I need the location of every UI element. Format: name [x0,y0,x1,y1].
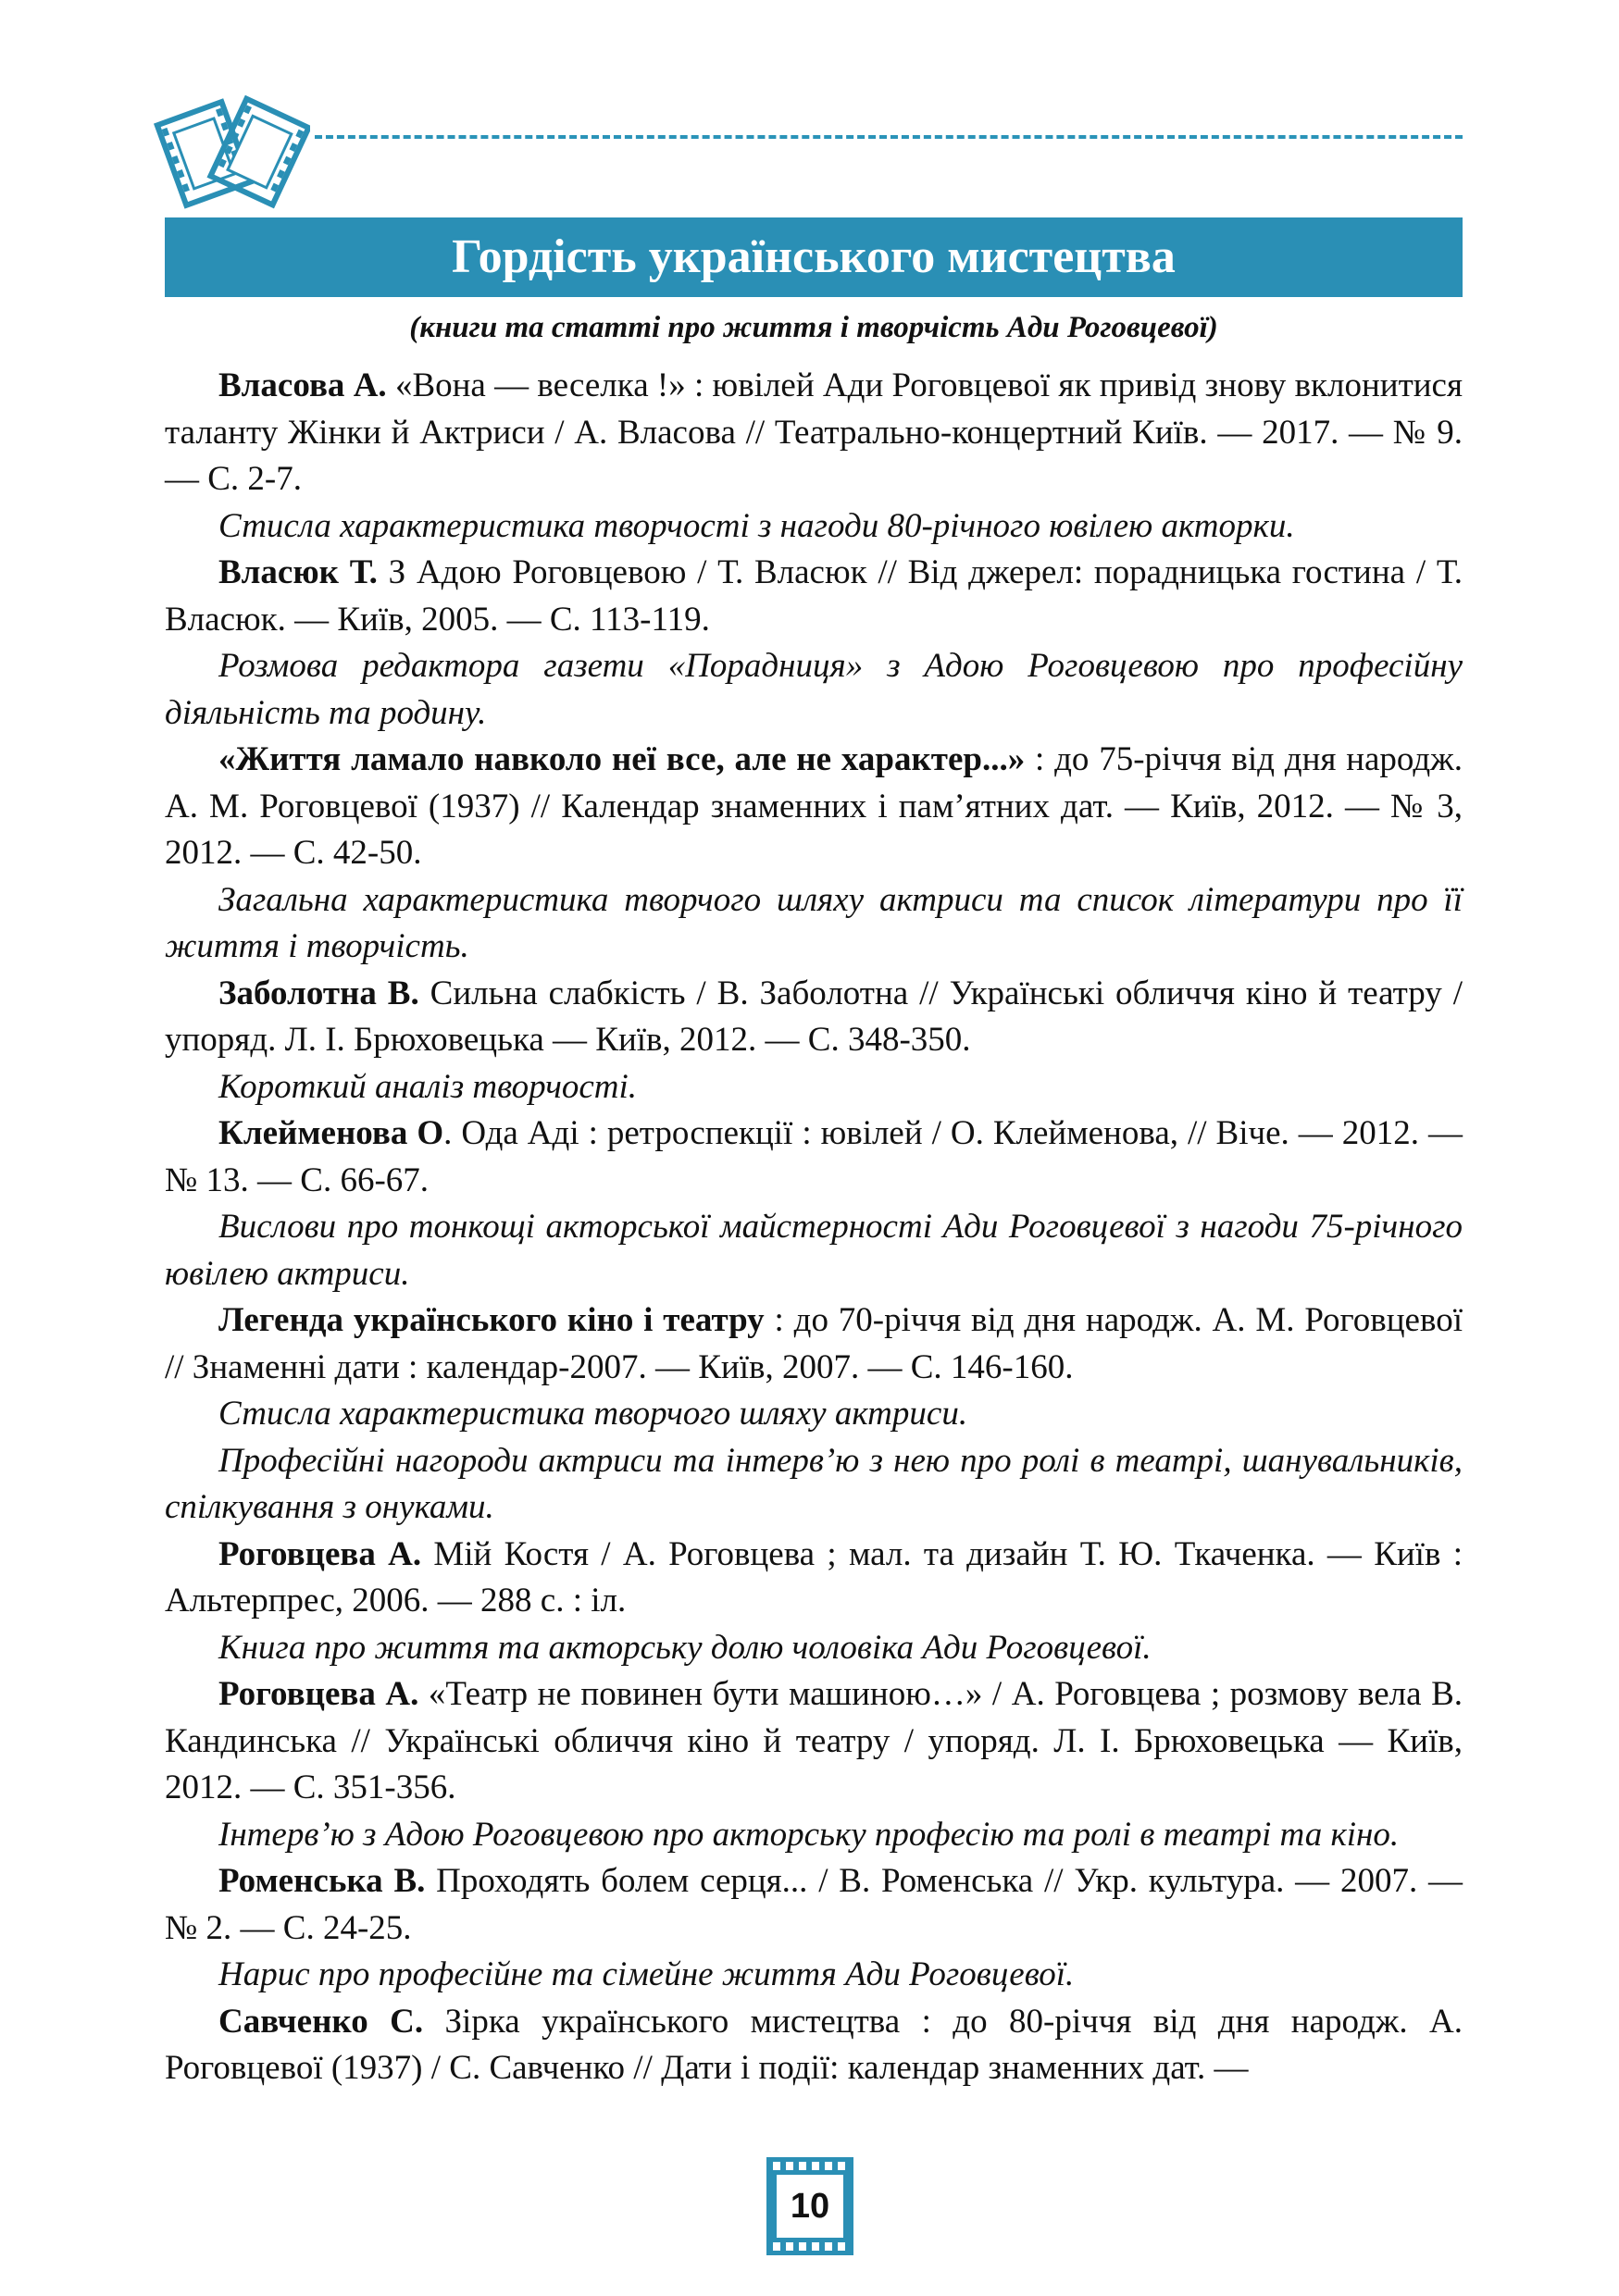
page-subtitle: (книги та статті про життя і творчість Ади Роговцевої) [409,311,1218,344]
entry-author: Власова А. [218,366,387,404]
bibliography-entry [165,1297,1463,1391]
entry-annotation: Стисла характеристика творчого шляху актриси. [218,1395,968,1433]
page-title: Гордість українського мистецтва [165,217,1463,297]
entry-author: Роговцева А. [218,1675,419,1713]
entry-annotation: Загальна характеристика творчого шляху актриси та список літератури про її життя і творчість. [165,880,1463,965]
bibliography-list [165,363,1463,2092]
bibliography-entry [165,971,1463,1064]
bibliography-entry [165,1111,1463,1204]
entry-text: Сильна слабкість / В. Заболотна // Українські обличчя кіно й театру / упоряд. Л. І. Брюховецька — Київ, 2012. — С. 348-350. [165,974,1463,1059]
film-strip-icon [153,93,310,213]
bibliography-entry [165,1999,1463,2092]
header-dashed-divider [315,135,1463,139]
entry-text: Мій Костя / А. Роговцева ; мал. та дизайн Т. Ю. Ткаченка. — Київ : Альтерпрес, 2006. — 288 с. : іл. [165,1534,1463,1620]
entry-text: З Адою Роговцевою / Т. Власюк // Від джерел: порадницька гостина / Т. Власюк. — Київ, 2005. — С. 113-119. [165,553,1463,639]
entry-author: Савченко С. [218,2002,424,2041]
entry-annotation: Короткий аналіз творчості. [218,1067,638,1106]
entry-author: Клейменова О [218,1114,444,1152]
page-number: 10 [790,2187,830,2226]
entry-text: : до 75-річчя від дня народж. А. М. Роговцевої (1937) // Календар знаменних і пам’ятних дат. — Київ, 2012. — № 3, 2012. — С. 42-50. [165,740,1463,872]
bibliography-entry [165,737,1463,877]
bibliography-entry [165,363,1463,503]
entry-annotation: Стисла характеристика творчості з нагоди 80-річного ювілею акторки. [218,506,1295,545]
entry-author: «Життя ламало навколо неї все, але не характер...» [218,740,1026,778]
entry-text: «Театр не повинен бути машиною…» / А. Роговцева ; розмову вела В. Кандинська // Українські обличчя кіно й театру / упоряд. Л. І. Брюховецька — Київ, 2012. — С. 351-356. [165,1675,1463,1806]
entry-text: : до 70-річчя від дня народж. А. М. Роговцевої // Знаменні дати : календар-2007. — Київ, 2007. — С. 146-160. [165,1301,1463,1386]
entry-annotation: Нарис про професійне та сімейне життя Ади Роговцевої. [218,1955,1075,1993]
entry-text: . Ода Аді : ретроспекції : ювілей / О. Клейменова, // Віче. — 2012. — № 13. — С. 66-67. [165,1114,1463,1199]
entry-text: «Вона — веселка !» : ювілей Ади Роговцевої як привід знову вклонитися таланту Жінки й Актриси / А. Власова // Театрально-концертний Київ. — 2017. — № 9. — С. 2-7. [165,366,1463,498]
entry-annotation: Професійні нагороди актриси та інтерв’ю з нею про ролі в театрі, шанувальників, спілкування з онуками. [165,1441,1463,1526]
entry-author: Роменська В. [218,1862,426,1900]
entry-author: Легенда українського кіно і театру [218,1301,765,1339]
entry-text: Зірка українського мистецтва : до 80-річчя від дня народж. А. Роговцевої (1937) / С. Савченко // Дати і події: календар знаменних дат. — [165,2002,1463,2087]
bibliography-entry [165,1532,1463,1625]
entry-author: Роговцева А. [218,1534,422,1573]
entry-text: Проходять болем серця... / В. Роменська // Укр. культура. — 2007. — № 2. — С. 24-25. [165,1862,1463,1947]
entry-annotation: Вислови про тонкощі акторської майстерності Ади Роговцевої з нагоди 75-річного ювілею актриси. [165,1208,1463,1293]
bibliography-entry [165,1858,1463,1952]
bibliography-entry [165,550,1463,643]
entry-annotation: Інтерв’ю з Адою Роговцевою про акторську професію та ролі в театрі та кіно. [218,1815,1400,1854]
entry-author: Власюк Т. [218,553,378,591]
entry-annotation: Розмова редактора газети «Порадниця» з Адою Роговцевою про професійну діяльність та родину. [165,647,1463,732]
entry-annotation: Книга про життя та акторську долю чоловіка Ади Роговцевої. [218,1628,1152,1667]
entry-author: Заболотна В. [218,974,419,1012]
bibliography-entry [165,1671,1463,1812]
